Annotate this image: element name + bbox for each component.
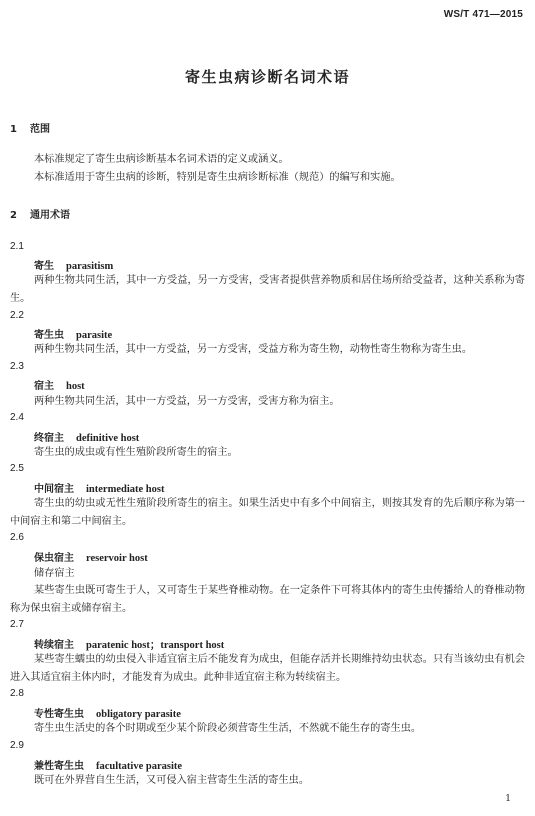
term-zh: 寄生 xyxy=(34,261,54,272)
term-en: intermediate host xyxy=(86,484,165,495)
term-definition: 寄生虫的幼虫或无性生殖阶段所寄生的宿主。如果生活史中有多个中间宿主，则按其发育的先后顺序称为第一中间宿主和第二中间宿主。 xyxy=(10,498,525,527)
section-heading-scope xyxy=(10,120,50,135)
term-zh: 宿主 xyxy=(34,381,54,392)
term-definition: 寄生虫的成虫或有性生殖阶段所寄生的宿主。 xyxy=(34,447,238,458)
term-definition: 既可在外界营自生生活，又可侵入宿主营寄生生活的寄生虫。 xyxy=(34,775,310,786)
term-heading xyxy=(34,257,113,272)
term-zh: 专性寄生虫 xyxy=(34,709,84,720)
section-number: 2 xyxy=(10,210,17,221)
term-zh: 兼性寄生虫 xyxy=(34,761,84,772)
term-heading xyxy=(34,705,181,720)
standard-code: WS/T 471—2015 xyxy=(443,9,523,20)
scope-paragraph-2: 本标准适用于寄生虫病的诊断，特别是寄生虫病诊断标准（规范）的编写和实施。 xyxy=(34,172,401,183)
term-heading xyxy=(34,757,182,772)
term-en: host xyxy=(66,381,85,392)
term-number: 2.8 xyxy=(10,688,24,699)
term-en: parasite xyxy=(76,330,113,341)
term-en: reservoir host xyxy=(86,553,148,564)
term-heading xyxy=(34,636,224,652)
term-number: 2.1 xyxy=(10,241,24,252)
term-en: definitive host xyxy=(76,433,140,444)
term-heading xyxy=(34,326,112,341)
term-zh: 终宿主 xyxy=(34,433,64,444)
term-zh: 寄生虫 xyxy=(34,330,64,341)
term-heading xyxy=(34,377,85,392)
term-number: 2.2 xyxy=(10,310,24,321)
section-number: 1 xyxy=(10,124,17,135)
term-en: facultative parasite xyxy=(96,761,183,772)
term-heading xyxy=(34,480,164,495)
term-zh: 中间宿主 xyxy=(34,484,74,495)
term-number: 2.6 xyxy=(10,532,24,543)
document-title: 寄生虫病诊断名词术语 xyxy=(184,68,350,86)
section-title: 通用术语 xyxy=(30,210,70,221)
term-zh: 保虫宿主 xyxy=(34,553,74,564)
term-number: 2.3 xyxy=(10,361,24,372)
term-zh: 转续宿主 xyxy=(34,640,74,651)
scope-paragraph-1: 本标准规定了寄生虫病诊断基本名词术语的定义或涵义。 xyxy=(34,154,289,165)
term-heading xyxy=(34,429,139,444)
term-number: 2.7 xyxy=(10,619,24,630)
term-definition: 两种生物共同生活，其中一方受益，另一方受害，受害者提供营养物质和居住场所给受益者，这种关系称为寄生。 xyxy=(10,275,525,304)
page-number: 1 xyxy=(505,794,511,804)
term-definition: 某些寄生虫既可寄生于人，又可寄生于某些脊椎动物。在一定条件下可将其体内的寄生虫传播给人的脊椎动物称为保虫宿主或储存宿主。 xyxy=(10,585,525,614)
term-definition: 某些寄生蠕虫的幼虫侵入非适宜宿主后不能发育为成虫，但能存活并长期维持幼虫状态。只有当该幼虫有机会进入其适宜宿主体内时，才能发育为成虫。此种非适宜宿主称为转续宿主。 xyxy=(10,654,525,683)
term-definition: 两种生物共同生活，其中一方受益，另一方受害，受害方称为宿主。 xyxy=(34,396,340,407)
term-heading xyxy=(34,549,148,564)
term-number: 2.4 xyxy=(10,412,24,423)
term-en: obligatory parasite xyxy=(96,709,181,720)
term-number: 2.9 xyxy=(10,740,24,751)
term-definition: 两种生物共同生活，其中一方受益，另一方受害，受益方称为寄生物，动物性寄生物称为寄生虫。 xyxy=(34,344,473,355)
term-definition: 寄生虫生活史的各个时期或至少某个阶段必须营寄生生活，不然就不能生存的寄生虫。 xyxy=(34,723,422,734)
term-en: parasitism xyxy=(66,261,114,272)
term-en: paratenic host；transport host xyxy=(86,640,225,651)
section-title: 范围 xyxy=(30,124,50,135)
term-synonym: 储存宿主 xyxy=(34,568,75,579)
term-number: 2.5 xyxy=(10,463,24,474)
section-heading-general-terms xyxy=(10,206,70,221)
